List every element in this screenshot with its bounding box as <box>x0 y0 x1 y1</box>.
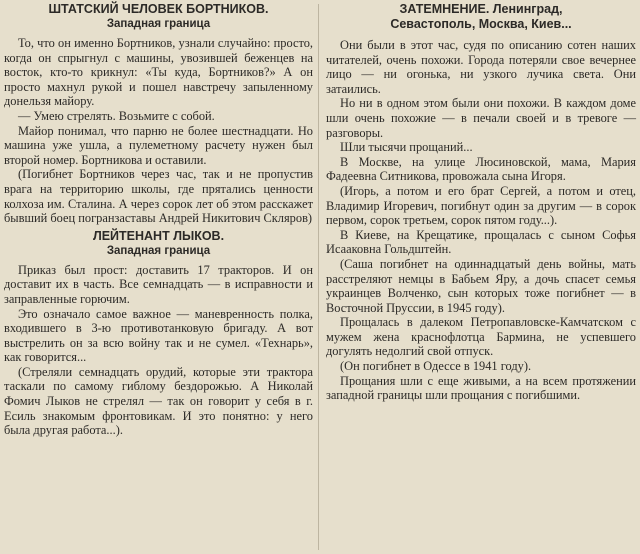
section-title: ЗАТЕМНЕНИЕ. Ленинград, <box>399 2 563 16</box>
left-column <box>4 2 313 438</box>
section-lykov <box>4 229 313 438</box>
paragraph: (Игорь, а потом и его брат Сергей, а потом и отец, Владимир Игоревич, погибнут один за другим — в сорок первом, сорок третьем, сорок пятом году...). <box>326 183 636 228</box>
paragraph: В Москве, на улице Люсиновской, мама, Мария Фадеевна Ситникова, провожала сына Игоря. <box>326 154 636 184</box>
paragraph: Шли тысячи прощаний... <box>340 140 473 155</box>
paragraph: Они были в этот час, судя по описанию сотен наших читателей, очень похожи. Города потеряли свое вечернее лицо — ни огонька, ни узкого лучика света. Они затаились. <box>326 38 636 96</box>
paragraph: (Погибнет Бортников через час, так и не пропустив врага на территорию школы, где прятались ценности колхоза им. Сталина. А через сорок лет об этом расскажет бывший боец погранзаставы Андрей Никитович Скляров) <box>4 167 313 226</box>
paragraph: Приказ был прост: доставить 17 тракторов. И он доставит их в часть. Все семнадцать — в исправности и заправленные горючим. <box>4 262 313 306</box>
paragraph: Это означало самое важное — маневренность полка, входившего в 3-ю противотанковую бригаду. А вот выстрелить он за всю войну так и не сумел. «Технарь», как говорится... <box>4 306 313 365</box>
section-title: ЛЕЙТЕНАНТ ЛЫКОВ. <box>92 228 225 243</box>
section-blackout <box>326 2 636 403</box>
column-divider <box>318 4 319 550</box>
paragraph: — Умею стрелять. Возьмите с собой. <box>18 108 215 123</box>
section-subtitle: Западная граница <box>106 244 211 257</box>
paragraph: Прощания шли с еще живыми, а на всем протяжении западной границы шли прощания с погибшими. <box>326 373 636 403</box>
paragraph: Но ни в одном этом были они похожи. В каждом доме шли очень похожие — в печали своей и в тревоге — разговоры. <box>326 96 636 140</box>
right-column <box>326 2 636 403</box>
paragraph: (Стреляли семнадцать орудий, которые эти трактора таскали по самому гиблому бездорожью. А Николай Фомич Лыков не стрелял — так он говорит у себя в г. Есиль знакомым фронтовикам. И это понятно: у него была другая работа...). <box>4 364 313 438</box>
section-subtitle: Западная граница <box>106 18 211 30</box>
paragraph: То, что он именно Бортников, узнали случайно: просто, когда он спрыгнул с машины, увозившей беженцев на восток, кто-то крикнул: «Ты куда, Бортников?» А он просто махнул рукой и пошел навстречу запыленному донельзя майору. <box>4 36 313 109</box>
paragraph: (Саша погибнет на одиннадцатый день войны, мать расстреляют немцы в Бабьем Яру, а дочь спасет семья украинцев Волченко, сын которых тоже погибнет — в Восточной Пруссии, в 1945 году). <box>326 256 636 315</box>
section-title: ШТАТСКИЙ ЧЕЛОВЕК БОРТНИКОВ. <box>48 2 269 16</box>
paragraph: (Он погибнет в Одессе в 1941 году). <box>340 359 532 374</box>
section-bortnikov <box>4 2 313 226</box>
paragraph: Майор понимал, что парню не более шестнадцати. Но машина уже ушла, а пулеметному расчету нужен был второй номер. Бортникова и оставили. <box>4 123 313 167</box>
section-title-line2: Севастополь, Москва, Киев... <box>390 17 572 31</box>
paragraph: Прощалась в далеком Петропавловске-Камчатском с мужем жена краснофлотца Бармина, не успевшего догулять недолгий свой отпуск. <box>326 315 636 359</box>
paragraph: В Киеве, на Крещатике, прощалась с сыном Софья Исааковна Гольдштейн. <box>326 227 636 257</box>
